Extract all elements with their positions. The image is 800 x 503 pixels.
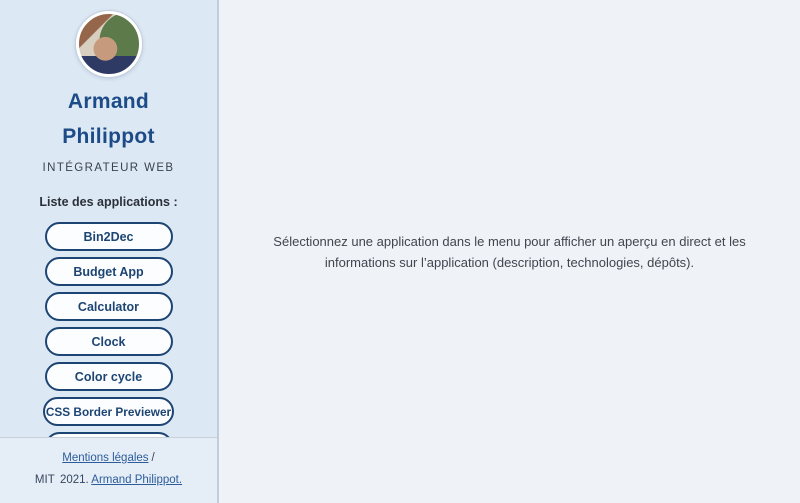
app-button-budget-app[interactable]: Budget App [45, 257, 173, 286]
apps-list-heading: Liste des applications : [39, 195, 178, 209]
footer-separator: / [151, 452, 155, 464]
name-line1: Armand [67, 90, 150, 113]
legal-notice-link[interactable]: Mentions légales [62, 452, 149, 464]
avatar [76, 11, 142, 77]
main-content [219, 0, 800, 503]
apps-list [0, 222, 217, 437]
page-title [62, 84, 155, 154]
name-line2: Philippot [62, 125, 155, 148]
footer-license-line [6, 469, 211, 491]
role-subtitle: INTÉGRATEUR WEB [42, 162, 175, 174]
app-button-color-cycle[interactable]: Color cycle [45, 362, 173, 391]
app-button-clock[interactable]: Clock [45, 327, 173, 356]
app-button-css-border-previewer[interactable]: CSS Border Previewer [43, 397, 174, 426]
app-button-bin2dec[interactable]: Bin2Dec [45, 222, 173, 251]
sidebar [0, 0, 219, 503]
placeholder-message: Sélectionnez une application dans le menu pour afficher un aperçu en direct et les informations sur l’application (description, technologies, dépôts). [273, 233, 746, 270]
license-label: MIT [34, 474, 55, 486]
license-year: 2021. [59, 474, 89, 486]
app-button-calculator[interactable]: Calculator [45, 292, 173, 321]
footer-legal-line [6, 447, 211, 469]
sidebar-footer [0, 437, 217, 503]
author-link[interactable]: Armand Philippot. [91, 474, 183, 486]
